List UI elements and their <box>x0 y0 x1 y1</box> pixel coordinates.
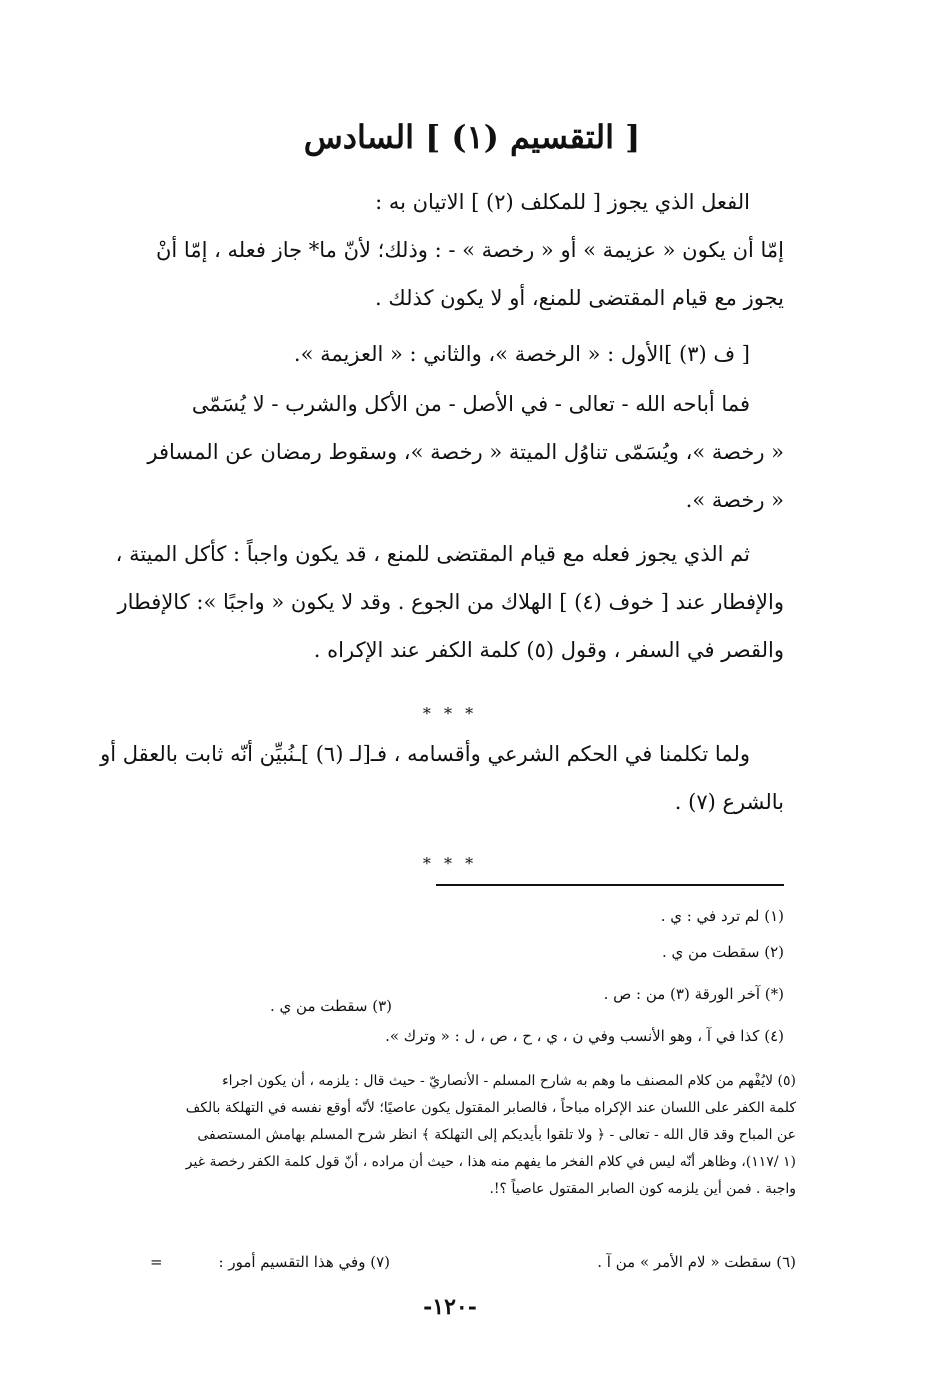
text-line: فما أباحه الله - تعالى - في الأصل - من الأكل والشرب - لا يُسَمّى <box>191 392 750 416</box>
footnote-divider <box>436 884 784 886</box>
continuation-mark: = <box>150 1253 163 1271</box>
footnote-line: (١ /١١٧)، وظاهر أنّه ليس في كلام الفخر ما يفهم منه هذا ، حيث أن مراده ، أنّ قول كلمة الكفر رخصة غير <box>185 1154 796 1170</box>
footnote-line: (٥) لايُفْهم من كلام المصنف ما وهم به شارح المسلم - الأنصاريّ - حيث قال : يلزمه ، أن يكون اجراء <box>222 1073 796 1089</box>
text-line: ولما تكلمنا في الحكم الشرعي وأقسامه ، فـ[لـ (٦) ]ـنُبيِّن أنّه ثابت بالعقل أو <box>100 742 750 766</box>
footnote-3: (٣) سقطت من ي . <box>270 997 392 1015</box>
footnote-5 <box>186 1068 796 1203</box>
text-line: ثم الذي يجوز فعله مع قيام المقتضى للمنع ، قد يكون واجباً : كأكل الميتة ، <box>115 542 750 566</box>
paragraph-third <box>104 530 784 674</box>
footnote-line: واجبة . فمن أين يلزمه كون الصابر المقتول عاصياً ؟!. <box>489 1181 796 1197</box>
paragraph-second <box>104 380 784 524</box>
footnote-2: (٢) سقطت من ي . <box>662 943 784 961</box>
paragraph-fourth <box>100 730 784 826</box>
text-line: بالشرع (٧) . <box>674 790 784 814</box>
footnote-star: (*) آخر الورقة (٣) من : ص . <box>603 985 784 1003</box>
footnote-1: (١) لم ترد في : ي . <box>660 907 784 925</box>
paragraph-intro <box>104 178 784 322</box>
footnote-7: (٧) وفي هذا التقسيم أمور : <box>218 1253 390 1271</box>
footnote-4: (٤) كذا في آ ، وهو الأنسب وفي ن ، ي ، ح ، ص ، ل : « وترك ». <box>385 1027 784 1045</box>
text-line: الفعل الذي يجوز [ للمكلف (٢) ] الاتيان به : <box>375 190 750 214</box>
text-line: يجوز مع قيام المقتضى للمنع، أو لا يكون كذلك . <box>375 286 784 310</box>
text-line: « رخصة ». <box>685 488 784 512</box>
section-separator: * * * <box>422 854 478 873</box>
text-line: والقصر في السفر ، وقول (٥) كلمة الكفر عند الإكراه . <box>313 638 784 662</box>
paragraph-first <box>104 330 784 378</box>
text-line: [ ف (٣) ]الأول : « الرخصة »، والثاني : « العزيمة ». <box>293 342 750 366</box>
footnote-line: كلمة الكفر على اللسان عند الإكراه مباحاً ، فالصابر المقتول يكون عاصيًا؛ لأنّه أوقع نفسه في التهلكة بالكف <box>185 1100 796 1116</box>
footnote-line: عن المباح وقد قال الله - تعالى - ﴿ ولا تلقوا بأيديكم إلى التهلكة ﴾ انظر شرح المسلم بهامش المستصفى <box>197 1127 796 1143</box>
text-line: إمّا أن يكون « عزيمة » أو « رخصة » - : وذلك؛ لأنّ ما* جاز فعله ، إمّا أنْ <box>155 238 784 262</box>
text-line: « رخصة »، ويُسَمّى تناوُل الميتة « رخصة »، وسقوط رمضان عن المسافر <box>147 440 784 464</box>
footnote-6: (٦) سقطت « لام الأمر » من آ . <box>597 1253 796 1271</box>
section-separator: * * * <box>422 704 478 723</box>
page-number: -١٢٠- <box>423 1294 477 1320</box>
section-title: [ التقسيم (١) ] السادس <box>303 118 641 156</box>
text-line: والإفطار عند [ خوف (٤) ] الهلاك من الجوع . وقد لا يكون « واجبًا »: كالإفطار <box>117 590 784 614</box>
